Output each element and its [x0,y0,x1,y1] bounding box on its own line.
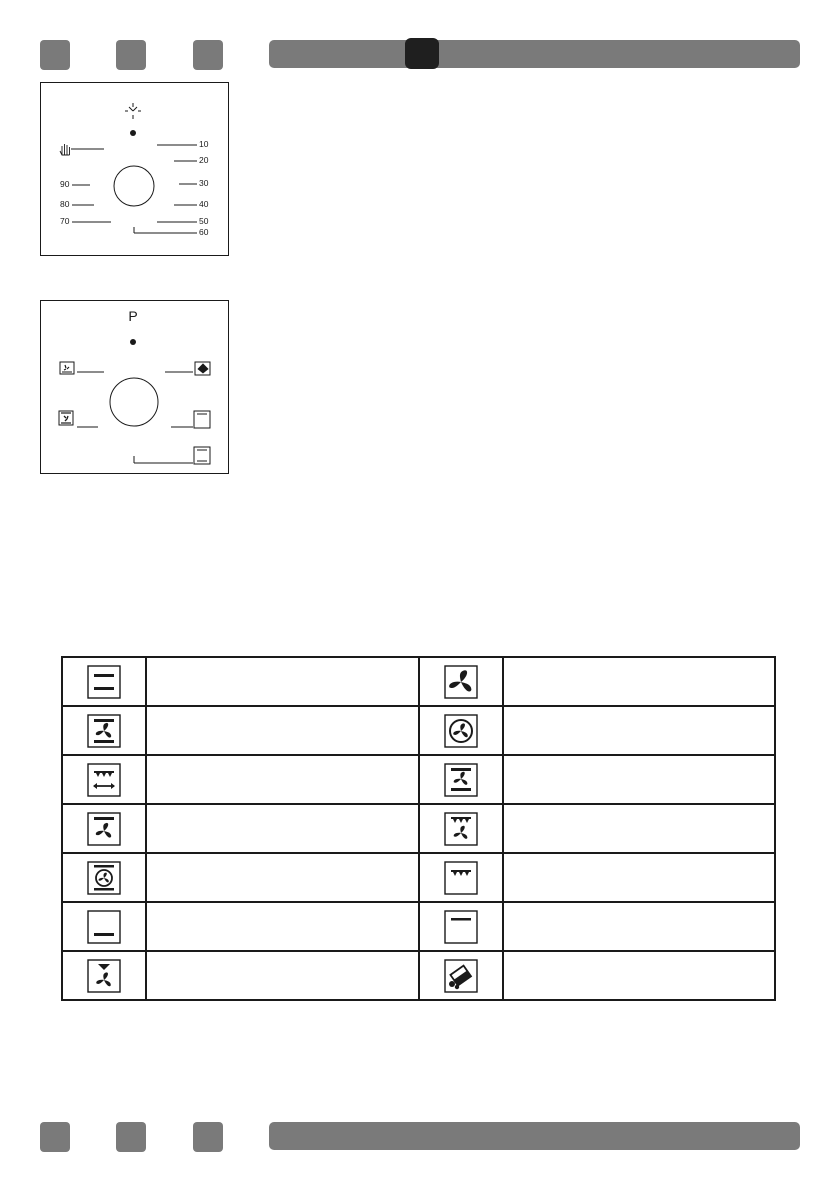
mode-icon-cell [62,951,146,1000]
dial-label-90: 90 [60,179,70,189]
mode-icon-cell [62,706,146,755]
mode-row [62,804,775,853]
dial-label-50: 50 [199,216,209,226]
mode-description-cell [146,951,419,1000]
header-square-2 [116,40,146,70]
panel-top-heat-icon [194,411,210,428]
bottom-heat-icon [87,910,121,944]
mode-description-cell [146,804,419,853]
panel-top-bottom-icon [194,447,210,464]
function-dial-diagram [41,301,228,473]
timer-knob-panel [40,82,229,256]
mode-description-cell [503,902,776,951]
fan-top-bottom-icon [87,714,121,748]
dial-label-60: 60 [199,227,209,237]
footer-bar [269,1122,800,1150]
oven-modes-table [61,656,776,1001]
top-heat-icon [444,910,478,944]
mode-icon-cell [419,804,503,853]
mode-row [62,706,775,755]
knob-indicator-dot [130,339,136,345]
mode-description-cell [503,706,776,755]
dial-label-20: 20 [199,155,209,165]
function-knob-panel [40,300,229,474]
mode-description-cell [146,902,419,951]
grill-arrows-icon [87,763,121,797]
mode-row [62,902,775,951]
mode-icon-cell [62,755,146,804]
dial-label-30: 30 [199,178,209,188]
mode-icon-cell [419,657,503,706]
mode-description-cell [146,853,419,902]
clock-icon [125,103,141,119]
grill-icon [444,861,478,895]
mode-description-cell [503,804,776,853]
grill-fan-icon [444,812,478,846]
footer-square-1 [40,1122,70,1152]
fan-icon [444,665,478,699]
mode-icon-cell [419,755,503,804]
knob-indicator-dot [130,130,136,136]
mode-description-cell [503,755,776,804]
small-grill-fan-icon [87,959,121,993]
timer-knob [114,166,154,206]
header-square-1 [40,40,70,70]
mode-icon-cell [419,902,503,951]
footer-square-2 [116,1122,146,1152]
mode-description-cell [146,755,419,804]
timer-dial-diagram [41,83,228,255]
top-bottom-heat-icon [87,665,121,699]
mode-icon-cell [419,951,503,1000]
page-marker [405,38,439,69]
mode-row [62,853,775,902]
mode-description-cell [503,657,776,706]
circle-fan-top-bottom-icon [87,861,121,895]
mode-row [62,951,775,1000]
dial-label-80: 80 [60,199,70,209]
mode-description-cell [146,657,419,706]
defrost-icon [444,959,478,993]
mode-description-cell [503,951,776,1000]
mode-row [62,755,775,804]
dial-label-40: 40 [199,199,209,209]
mode-description-cell [503,853,776,902]
dial-label-70: 70 [60,216,70,226]
panel-title-p: P [128,308,138,324]
circle-fan-icon [444,714,478,748]
panel-fan-top-bottom-icon [59,411,73,425]
header-bar [269,40,800,68]
footer-square-3 [193,1122,223,1152]
top-fan-icon [87,812,121,846]
mode-icon-cell [419,853,503,902]
mode-icon-cell [62,657,146,706]
mode-row [62,657,775,706]
mode-icon-cell [62,902,146,951]
header-square-3 [193,40,223,70]
panel-defrost-icon [195,362,210,375]
mode-icon-cell [62,853,146,902]
function-knob [110,378,158,426]
mode-description-cell [146,706,419,755]
mode-icon-cell [419,706,503,755]
fan-bars-icon [444,763,478,797]
dial-label-10: 10 [199,139,209,149]
panel-fan-icon [60,362,74,374]
manual-hand-icon [60,144,70,155]
mode-icon-cell [62,804,146,853]
